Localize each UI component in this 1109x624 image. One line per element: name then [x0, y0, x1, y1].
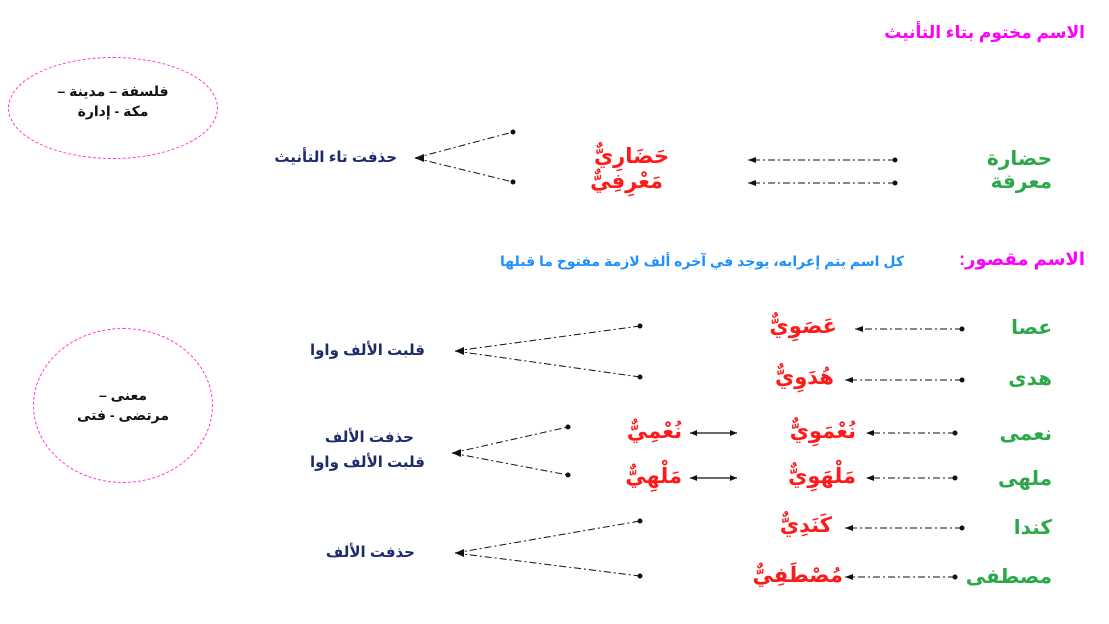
fork-line	[455, 351, 640, 377]
fork-line	[452, 453, 568, 475]
base-word: حضارة	[987, 148, 1052, 170]
result-word: مُصْطَفِيٌّ	[752, 564, 843, 587]
base-word: نعمى	[999, 423, 1052, 445]
examples-text	[33, 385, 213, 425]
rule-label: قلبت الألف واوا	[309, 342, 425, 359]
examples-line: فلسفة – مدينة –	[57, 83, 169, 99]
result-word: عَصَوِيٌّ	[769, 315, 837, 338]
base-word: كندا	[1013, 517, 1052, 539]
section-title: الاسم مقصور:	[959, 249, 1085, 269]
fork-line	[452, 427, 568, 453]
examples-line: مكة - إدارة	[77, 103, 149, 119]
rule-label: حذفت تاء التأنيث	[274, 149, 397, 166]
definition: كل اسم يتم إعرابه، يوجد في آخره ألف لازمة مفتوح ما قبلها	[500, 253, 904, 269]
result-word: مَعْرِفِيٌّ	[590, 170, 663, 193]
result-word: حَضَارِيٌّ	[593, 145, 669, 168]
examples-line: مرتضى - فتى	[76, 407, 170, 423]
fork-line	[455, 553, 640, 576]
fork-line	[415, 158, 513, 182]
section-title: الاسم مختوم بتاء التأنيث	[884, 23, 1085, 42]
fork-line	[415, 132, 513, 158]
base-word: معرفة	[990, 171, 1052, 193]
base-word: مصطفى	[965, 566, 1052, 588]
examples-text	[8, 81, 218, 121]
result-word: مَلْهَوِيٌّ	[788, 465, 856, 488]
fork-line	[455, 521, 640, 553]
base-word: عصا	[1011, 317, 1052, 339]
result-word: نُعْمَوِيٌّ	[789, 420, 856, 443]
alt-result-word: مَلْهِيٌّ	[625, 465, 682, 488]
alt-result-word: نُعْمِيٌّ	[626, 420, 682, 443]
rule-label: حذفت الألف	[324, 429, 414, 446]
rule-label: قلبت الألف واوا	[309, 454, 425, 471]
fork-line	[455, 326, 640, 351]
base-word: هدى	[1008, 368, 1052, 390]
result-word: كَنَدِيٌّ	[779, 514, 832, 537]
result-word: هُدَوِيٌّ	[775, 366, 834, 389]
rule-label: حذفت الألف	[325, 544, 415, 561]
examples-line: معنى –	[98, 387, 148, 403]
base-word: ملهى	[998, 468, 1052, 490]
